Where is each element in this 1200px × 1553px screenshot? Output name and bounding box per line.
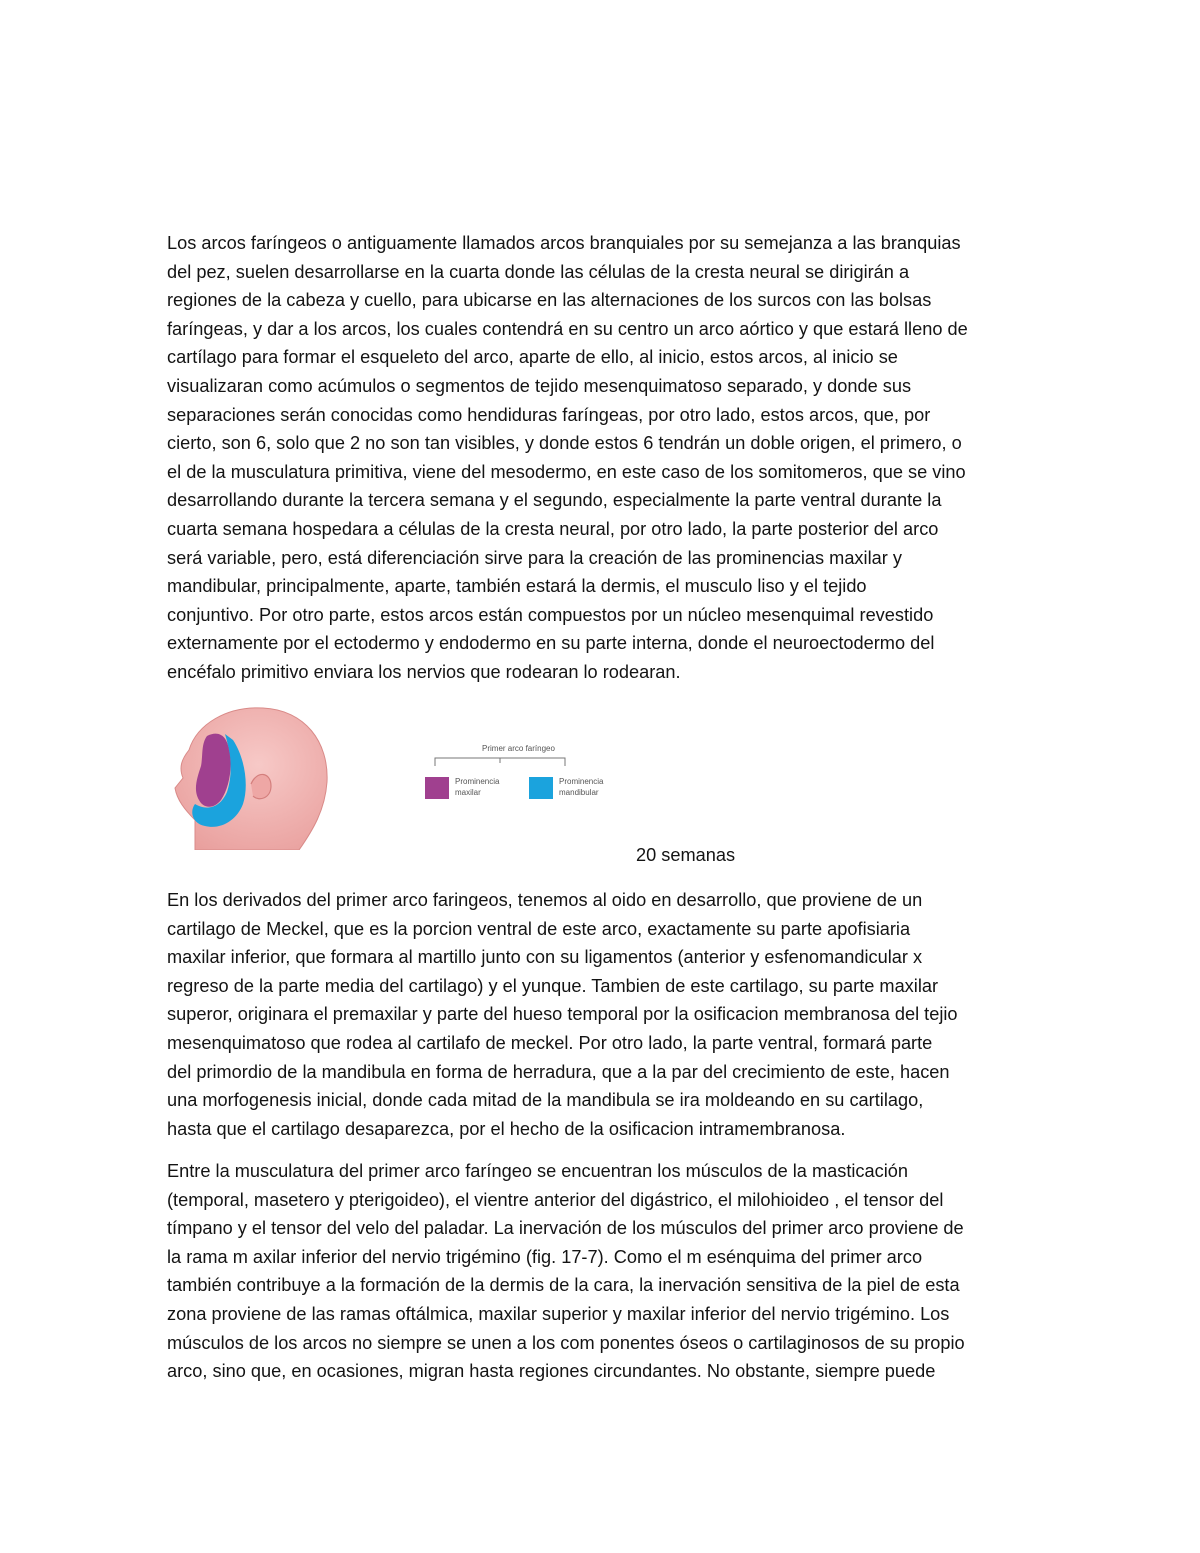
legend-title: Primer arco faríngeo bbox=[482, 744, 555, 753]
text-line: cierto, son 6, solo que 2 no son tan visibles, y donde estos 6 tendrán un doble origen, el primero, o bbox=[167, 433, 962, 454]
ear-shape bbox=[251, 774, 271, 798]
legend bbox=[425, 744, 604, 799]
text-line: músculos de los arcos no siempre se unen a los com ponentes óseos o cartilaginosos de su propio bbox=[167, 1332, 965, 1353]
text-line: regiones de la cabeza y cuello, para ubicarse en las alternaciones de los surcos con las bolsas bbox=[167, 290, 932, 311]
text-line: desarrollando durante la tercera semana y el segundo, especialmente la parte ventral durante la bbox=[167, 490, 942, 511]
text-line: (temporal, masetero y pterigoideo), el vientre anterior del digástrico, el milohioideo , el tensor del bbox=[167, 1189, 944, 1210]
text-line: cartilago de Meckel, que es la porcion ventral de este arco, exactamente su parte apofisiaria bbox=[167, 918, 911, 939]
legend-swatch-mandibular bbox=[529, 777, 553, 799]
text-line: En los derivados del primer arco faringeos, tenemos al oido en desarrollo, que proviene de un bbox=[167, 890, 923, 910]
text-line: tímpano y el tensor del velo del paladar. La inervación de los músculos del primer arco proviene de bbox=[167, 1218, 964, 1239]
text-line: también contribuye a la formación de la dermis de la cara, la inervación sensitiva de la piel de esta bbox=[167, 1275, 960, 1296]
text-line: visualizaran como acúmulos o segmentos de tejido mesenquimatoso separado, y donde sus bbox=[167, 375, 912, 396]
legend-bracket bbox=[435, 758, 565, 766]
text-line: mesenquimatoso que rodea al cartilafo de meckel. Por otro lado, la parte ventral, formará parte bbox=[167, 1032, 933, 1053]
legend-label-line1: Prominencia bbox=[455, 777, 500, 786]
text-line: el de la musculatura primitiva, viene del mesodermo, en este caso de los somitomeros, que se vino bbox=[167, 461, 966, 482]
legend-swatch-maxilar bbox=[425, 777, 449, 799]
legend-label-line2: mandibular bbox=[559, 788, 599, 797]
text-line: una morfogenesis inicial, donde cada mitad de la mandibula se ira moldeando en su cartilago, bbox=[167, 1090, 924, 1111]
text-line: arco, sino que, en ocasiones, migran hasta regiones circundantes. No obstante, siempre puede bbox=[167, 1361, 936, 1382]
text-line: encéfalo primitivo enviara los nervios que rodearan lo rodearan. bbox=[167, 661, 681, 682]
text-line: conjuntivo. Por otro parte, estos arcos están compuestos por un núcleo mesenquimal revestido bbox=[167, 604, 934, 625]
text-line: hasta que el cartilago desaparezca, por el hecho de la osificacion intramembranosa. bbox=[167, 1118, 846, 1139]
text-line: será variable, pero, está diferenciación sirve para la creación de las prominencias maxilar y bbox=[167, 547, 902, 568]
embryo-head-illustration bbox=[175, 708, 327, 850]
legend-label-line1: Prominencia bbox=[559, 777, 604, 786]
text-line: zona proviene de las ramas oftálmica, maxilar superior y maxilar inferior del nervio trigémino. Los bbox=[167, 1303, 950, 1324]
paragraph-pharyngeal-arches bbox=[167, 229, 1037, 687]
text-line: mandibular, principalmente, aparte, también estará la dermis, el musculo liso y el tejido bbox=[167, 576, 867, 597]
text-line: externamente por el ectodermo y endodermo en su parte interna, donde el neuroectodermo del bbox=[167, 633, 935, 654]
legend-label-line2: maxilar bbox=[455, 788, 481, 797]
paragraph-first-arch-musculature bbox=[167, 1157, 1037, 1386]
text-line: maxilar inferior, que formara al martillo junto con su ligamentos (anterior y esfenomandicular x bbox=[167, 947, 923, 968]
first-arch-figure bbox=[167, 700, 627, 850]
text-line: cartílago para formar el esqueleto del arco, aparte de ello, al inicio, estos arcos, al inicio se bbox=[167, 347, 898, 368]
paragraph-first-arch-derivatives bbox=[167, 886, 1037, 1143]
text-line: la rama m axilar inferior del nervio trigémino (fig. 17-7). Como el m esénquima del primer arco bbox=[167, 1246, 923, 1267]
text-line: superor, originara el premaxilar y parte del hueso temporal por la osificacion membranosa del tejio bbox=[167, 1004, 958, 1025]
text-line: del pez, suelen desarrollarse en la cuarta donde las células de la cresta neural se dirigirán a bbox=[167, 261, 910, 282]
text-line: cuarta semana hospedara a células de la cresta neural, por otro lado, la parte posterior del arco bbox=[167, 518, 939, 539]
text-line: separaciones serán conocidas como hendiduras faríngeas, por otro lado, estos arcos, que, por bbox=[167, 404, 931, 425]
text-line: Entre la musculatura del primer arco faríngeo se encuentran los músculos de la masticación bbox=[167, 1161, 908, 1181]
text-line: regreso de la parte media del cartilago) y el yunque. Tambien de este cartilago, su parte maxilar bbox=[167, 975, 939, 996]
text-line: faríngeas, y dar a los arcos, los cuales contendrá en su centro un arco aórtico y que estará lleno de bbox=[167, 318, 968, 339]
figure-caption: 20 semanas bbox=[636, 845, 736, 865]
text-line: Los arcos faríngeos o antiguamente llamados arcos branquiales por su semejanza a las branquias bbox=[167, 233, 961, 253]
text-line: del primordio de la mandibula en forma de herradura, que a la par del crecimiento de este, hacen bbox=[167, 1061, 950, 1082]
